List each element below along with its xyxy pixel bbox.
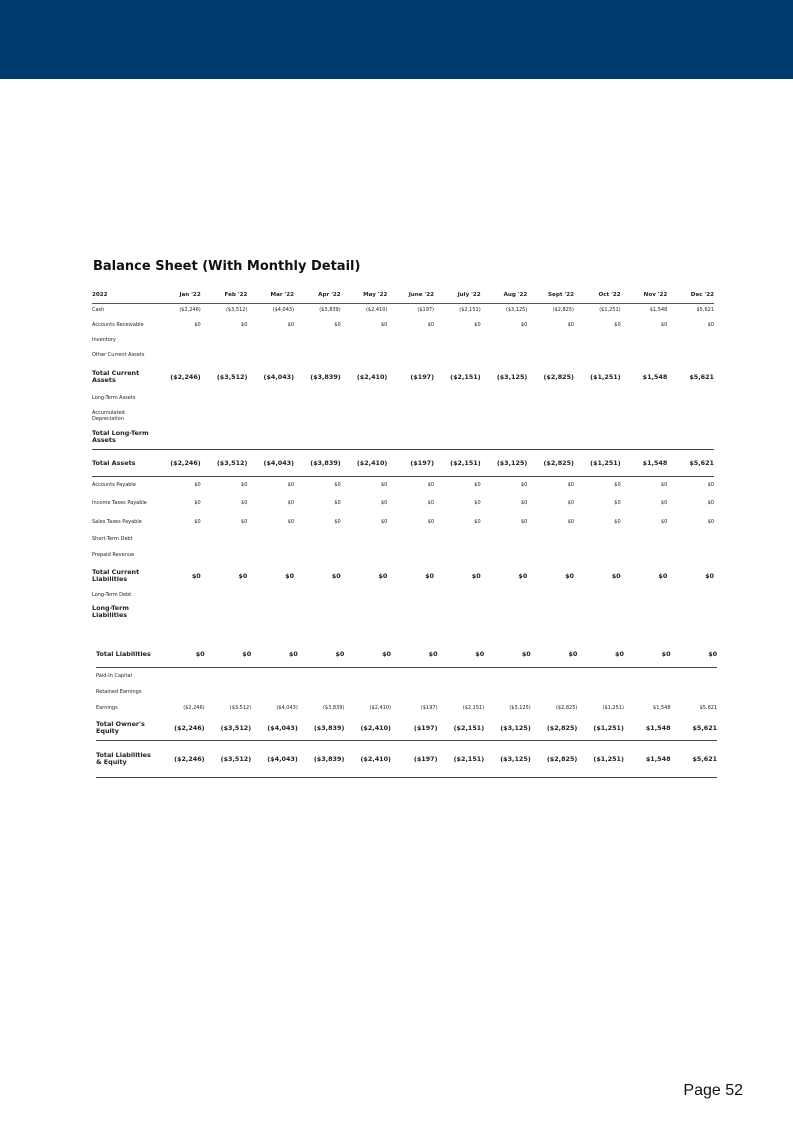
row-label: Long-Term Assets [92,395,136,401]
cell: $0 [380,482,388,488]
row-label: Sales Taxes Payable [92,518,142,525]
cell: $0 [567,482,574,488]
row-label: Accumulated Depreciation [92,409,125,422]
cell: ($2,151) [438,741,485,778]
month-header: Mar '22 [247,287,294,304]
cell: $0 [425,571,435,580]
cell: $1,548 [624,716,671,741]
row-label: Income Taxes Payable [92,499,147,506]
cell: $0 [660,321,668,328]
cell: ($3,839) [319,306,341,313]
cell: ($197) [387,450,434,477]
cell: $0 [614,482,621,488]
cell: ($4,043) [251,741,298,778]
cell: ($3,839) [322,705,345,711]
row-label: Retained Earnings [96,689,142,695]
cell: ($4,043) [272,306,295,313]
cell: ($3,512) [201,450,248,477]
row-label: Paid-In Capital [96,673,132,679]
cell: $0 [380,321,388,328]
cell: $0 [474,518,481,525]
cell: ($3,512) [205,741,252,778]
row-other-current-assets [92,345,714,364]
cell: ($3,839) [294,450,341,477]
cell: ($2,410) [369,705,391,711]
row-prepaid-revenue [92,547,714,563]
cell: ($197) [391,716,438,741]
cell: $0 [518,571,528,580]
cell: $0 [427,518,435,525]
cell: $0 [251,641,298,668]
cell: ($2,246) [170,372,201,381]
cell: $0 [241,482,248,488]
row-label: Total Current Assets [92,369,140,384]
row-cash [92,304,714,316]
cell: $0 [671,641,718,668]
cell: $0 [427,499,435,506]
row-label: Accounts Receivable [92,321,144,328]
month-header: June '22 [387,287,434,304]
cell: $5,621 [689,372,714,381]
cell: ($2,825) [555,705,578,711]
cell: ($3,512) [205,716,252,741]
cell: $0 [241,321,248,328]
cell: ($2,151) [438,716,485,741]
cell: ($2,825) [531,716,578,741]
row-label: Total Liabilities [96,641,158,668]
row-accounts-receivable [92,315,714,334]
cell: $0 [427,482,435,488]
cell: ($3,125) [484,716,531,741]
cell: ($2,410) [356,372,388,381]
cell: $0 [287,499,295,506]
cell: $0 [658,571,668,580]
month-header: Sept '22 [527,287,574,304]
month-header: July '22 [434,287,481,304]
row-accumulated-depreciation [92,406,714,425]
row-label: Prepaid Revenue [92,552,135,558]
cell: ($3,512) [225,306,248,313]
cell: ($1,251) [602,705,624,711]
cell: ($197) [417,306,435,313]
row-total-current-assets [92,364,714,390]
row-total-owners-equity [96,716,717,741]
cell: ($2,246) [179,306,201,313]
cell: ($1,251) [590,372,621,381]
cell: $0 [238,571,248,580]
cell: $0 [624,641,671,668]
cell: $0 [194,499,201,506]
cell: $0 [380,518,388,525]
cell: ($4,043) [276,705,298,711]
month-header: Jan '22 [154,287,201,304]
cell: ($197) [391,741,438,778]
cell: $0 [705,571,714,580]
header-band [0,0,793,79]
row-label: Total Long-Term Assets [92,425,154,450]
month-header: May '22 [341,287,388,304]
row-retained-earnings [96,684,717,700]
row-total-current-liabilities [92,563,714,589]
cell: $5,621 [671,716,718,741]
cell: $1,548 [621,450,668,477]
cell: ($3,125) [505,306,528,313]
cell: ($4,043) [247,450,294,477]
cell: ($2,825) [527,450,574,477]
page-title: Balance Sheet (With Monthly Detail) [93,259,361,274]
month-header: Apr '22 [294,287,341,304]
cell: $0 [205,641,252,668]
cell: $1,548 [624,741,671,778]
cell: $5,621 [696,306,714,313]
cell: ($2,151) [462,705,485,711]
row-accounts-payable [92,477,714,494]
cell: $0 [707,499,714,506]
cell: $0 [287,321,295,328]
cell: $0 [334,321,341,328]
row-long-term-assets [92,390,714,406]
cell: $0 [614,518,621,525]
cell: $5,621 [671,741,718,778]
cell: ($197) [410,372,435,381]
cell: $0 [577,641,624,668]
month-header: Aug '22 [481,287,528,304]
cell: ($2,246) [158,716,205,741]
cell: ($4,043) [263,372,295,381]
cell: ($1,251) [577,741,624,778]
cell: ($3,125) [484,741,531,778]
cell: $0 [334,499,341,506]
cell: $0 [611,571,621,580]
cell: $0 [474,499,481,506]
cell: $0 [427,321,435,328]
cell: ($2,151) [450,372,481,381]
cell: $0 [287,518,295,525]
cell: $0 [520,321,528,328]
cell: $0 [531,641,578,668]
row-label: Total Assets [92,450,154,477]
cell: ($3,839) [298,741,345,778]
row-income-taxes-payable [92,493,714,512]
row-label: Total Current Liabilities [92,568,140,583]
row-earnings [96,700,717,716]
cell: $5,621 [667,450,714,477]
cell: ($197) [420,705,438,711]
row-long-term-liabilities [92,600,714,624]
cell: ($2,825) [531,741,578,778]
cell: ($2,151) [434,450,481,477]
balance-sheet-upper [92,287,714,624]
cell: ($1,251) [574,450,621,477]
row-long-term-debt [92,589,714,600]
cell: $0 [707,518,714,525]
row-paid-in-capital [96,668,717,685]
cell: $0 [158,641,205,668]
row-label: Long-Term Liabilities [92,604,129,619]
cell: $0 [334,518,341,525]
cell: ($3,512) [229,705,252,711]
cell: ($2,410) [365,306,388,313]
row-total-long-term-assets [92,425,714,450]
cell: ($3,125) [481,450,528,477]
cell: $0 [194,321,201,328]
cell: $0 [241,499,248,506]
month-header: Dec '22 [667,287,714,304]
cell: ($1,251) [577,716,624,741]
cell: ($2,825) [543,372,574,381]
cell: $1,548 [649,306,668,313]
cell: $0 [334,482,341,488]
cell: $1,548 [642,372,668,381]
cell: $0 [391,641,438,668]
cell: $0 [191,571,201,580]
cell: ($3,839) [310,372,341,381]
cell: $0 [520,482,528,488]
cell: $0 [194,482,201,488]
cell: $0 [520,499,528,506]
cell: ($2,410) [344,716,391,741]
cell: $0 [378,571,388,580]
month-header: Nov '22 [621,287,668,304]
cell: $0 [567,499,574,506]
cell: ($4,043) [251,716,298,741]
cell: ($2,410) [341,450,388,477]
cell: $0 [241,518,248,525]
month-header: Oct '22 [574,287,621,304]
cell: ($2,410) [344,741,391,778]
row-label: Other Current Assets [92,351,145,358]
cell: $0 [380,499,388,506]
cell: $0 [565,571,574,580]
row-total-liabilities [96,641,717,668]
cell: $0 [287,482,295,488]
cell: $0 [660,482,668,488]
row-label: Earnings [96,705,118,711]
page-number: Page 52 [683,1082,743,1099]
cell: ($2,246) [158,741,205,778]
row-label: Total Owner's Equity [96,716,158,741]
row-inventory [92,334,714,345]
cell: ($2,825) [552,306,574,313]
cell: $0 [474,321,481,328]
cell: ($3,839) [298,716,345,741]
cell: $0 [471,571,481,580]
cell: $0 [614,321,621,328]
row-label: Long-Term Debt [92,591,132,598]
cell: $0 [484,641,531,668]
header-row [92,287,714,304]
cell: $0 [285,571,295,580]
cell: ($2,246) [154,450,201,477]
cell: ($3,125) [509,705,531,711]
cell: $0 [438,641,485,668]
cell: $0 [520,518,528,525]
cell: $0 [194,518,201,525]
cell: ($1,251) [599,306,621,313]
cell: $5,621 [699,705,718,711]
cell: ($3,125) [496,372,528,381]
balance-sheet-lower [96,641,718,778]
cell: ($3,512) [216,372,248,381]
row-label: Short-Term Debt [92,536,133,542]
cell: $1,548 [653,705,671,711]
liabilities-equity-table [96,641,717,778]
row-label: Inventory [92,336,116,343]
row-total-liabilities-equity [96,741,717,778]
cell: $0 [298,641,345,668]
cell: $0 [660,518,668,525]
cell: $0 [474,482,481,488]
cell: $0 [660,499,668,506]
cell: $0 [707,482,714,488]
cell: $0 [567,518,574,525]
cell: ($2,246) [183,705,205,711]
row-short-term-debt [92,531,714,547]
cell: $0 [331,571,341,580]
cell: $0 [614,499,621,506]
row-label: Total Liabilities & Equity [96,741,158,778]
row-label: Accounts Payable [92,482,136,488]
row-sales-taxes-payable [92,512,714,531]
row-total-assets [92,450,714,477]
cell: $0 [707,321,714,328]
year-header: 2022 [92,287,154,304]
row-label: Cash [92,306,105,313]
cell: $0 [567,321,574,328]
balance-sheet-table [92,287,714,624]
month-header: Feb '22 [201,287,248,304]
cell: $0 [344,641,391,668]
cell: ($2,151) [459,306,481,313]
